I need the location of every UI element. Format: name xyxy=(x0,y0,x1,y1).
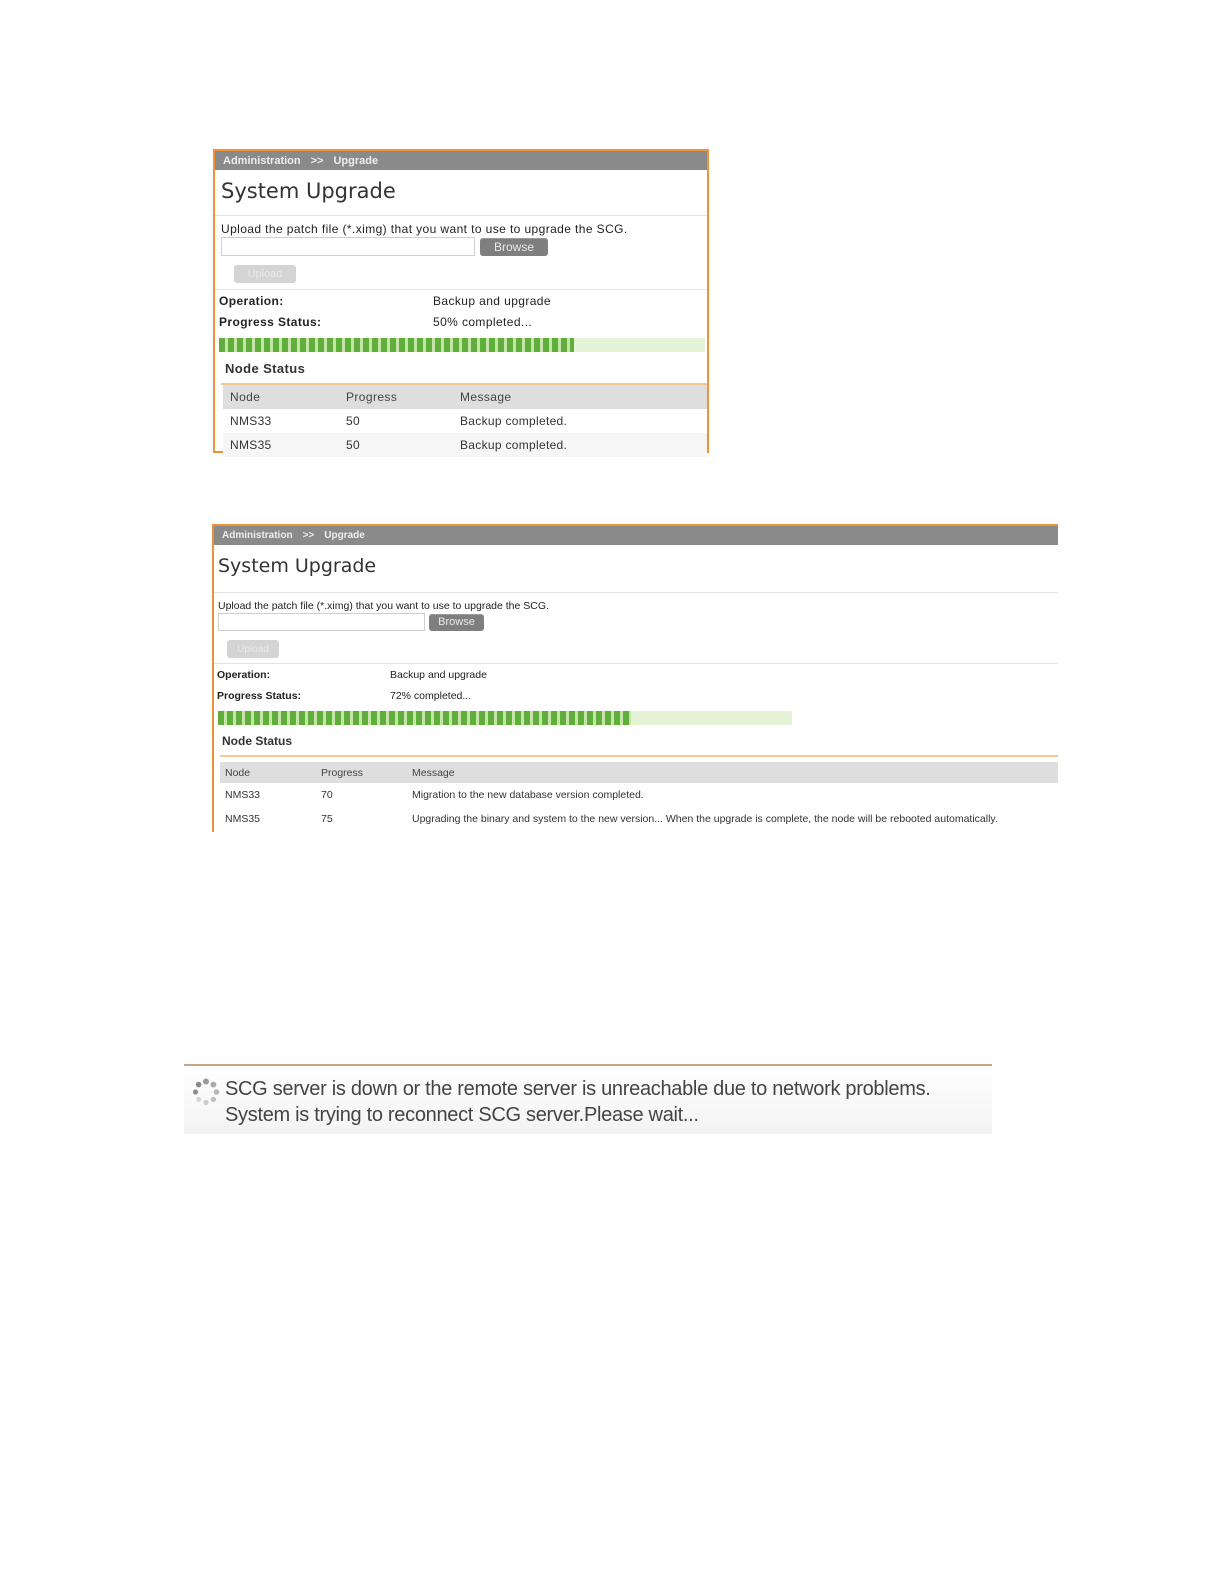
node-cell: NMS33 xyxy=(230,414,272,428)
upgrade-panel-50 xyxy=(213,149,709,453)
column-progress: Progress xyxy=(346,390,398,404)
browse-button[interactable]: Browse xyxy=(429,614,484,631)
breadcrumb-administration-link[interactable]: Administration xyxy=(223,154,301,167)
column-node: Node xyxy=(230,390,261,404)
node-cell: NMS35 xyxy=(225,813,261,825)
progress-cell: 70 xyxy=(321,789,333,801)
progress-status-label: Progress Status: xyxy=(217,689,302,702)
upload-button[interactable]: Upload xyxy=(234,265,296,283)
progress-status-value: 72% completed... xyxy=(390,689,472,702)
message-cell: Migration to the new database version completed. xyxy=(412,789,644,801)
browse-button[interactable]: Browse xyxy=(480,238,548,256)
progress-status-value: 50% completed... xyxy=(433,314,533,329)
file-picker xyxy=(215,237,707,256)
upload-description: Upload the patch file (*.ximg) that you want to use to upgrade the SCG. xyxy=(221,222,628,236)
breadcrumb xyxy=(215,151,707,170)
patch-file-input[interactable] xyxy=(218,613,425,631)
progress-cell: 50 xyxy=(346,414,360,428)
progress-bar xyxy=(218,711,792,725)
column-message: Message xyxy=(460,390,512,404)
reconnect-message-line1: SCG server is down or the remote server is unreachable due to network problems. xyxy=(225,1078,931,1100)
column-message: Message xyxy=(412,766,455,779)
progress-status-row xyxy=(214,685,1058,706)
column-node: Node xyxy=(225,766,251,779)
table-row xyxy=(220,783,1058,807)
breadcrumb xyxy=(214,526,1058,545)
upload-button[interactable]: Upload xyxy=(227,640,279,658)
operation-value: Backup and upgrade xyxy=(433,293,551,308)
node-cell: NMS33 xyxy=(225,789,261,801)
table-row xyxy=(223,433,707,457)
breadcrumb-separator: >> xyxy=(310,154,324,167)
file-picker xyxy=(214,613,1058,631)
node-table-header xyxy=(220,762,1058,783)
progress-cell: 75 xyxy=(321,813,333,825)
progress-status-label: Progress Status: xyxy=(219,314,322,329)
node-status-heading: Node Status xyxy=(225,361,306,376)
operation-label: Operation: xyxy=(219,293,284,308)
message-cell: Upgrading the binary and system to the new version... When the upgrade is complete, the node will be rebooted automatically. xyxy=(412,813,998,825)
message-cell: Backup completed. xyxy=(460,414,568,428)
loading-spinner-icon xyxy=(192,1078,220,1106)
operation-row xyxy=(214,664,1058,685)
upgrade-panel-72 xyxy=(212,524,1058,832)
reconnect-message-line2: System is trying to reconnect SCG server.Please wait... xyxy=(225,1104,699,1126)
progress-bar-fill xyxy=(219,338,574,352)
node-status-heading: Node Status xyxy=(222,734,293,748)
breadcrumb-separator: >> xyxy=(302,530,315,541)
table-row xyxy=(223,409,707,433)
breadcrumb-upgrade: Upgrade xyxy=(324,530,365,541)
progress-bar-fill xyxy=(218,711,631,725)
message-cell: Backup completed. xyxy=(460,438,568,452)
operation-row xyxy=(215,290,707,311)
column-progress: Progress xyxy=(321,766,364,779)
reconnect-message xyxy=(225,1076,931,1128)
operation-label: Operation: xyxy=(217,668,271,681)
progress-bar xyxy=(219,338,705,352)
operation-value: Backup and upgrade xyxy=(390,668,487,681)
upload-description: Upload the patch file (*.ximg) that you want to use to upgrade the SCG. xyxy=(218,600,549,612)
reconnect-banner xyxy=(184,1064,992,1134)
progress-cell: 50 xyxy=(346,438,360,452)
table-row xyxy=(220,807,1058,831)
page-title: System Upgrade xyxy=(218,555,377,577)
page-title: System Upgrade xyxy=(221,179,396,203)
breadcrumb-upgrade: Upgrade xyxy=(333,154,379,167)
node-table-header xyxy=(223,385,707,409)
node-cell: NMS35 xyxy=(230,438,272,452)
patch-file-input[interactable] xyxy=(221,237,475,256)
progress-status-row xyxy=(215,311,707,332)
breadcrumb-administration-link[interactable]: Administration xyxy=(222,530,293,541)
